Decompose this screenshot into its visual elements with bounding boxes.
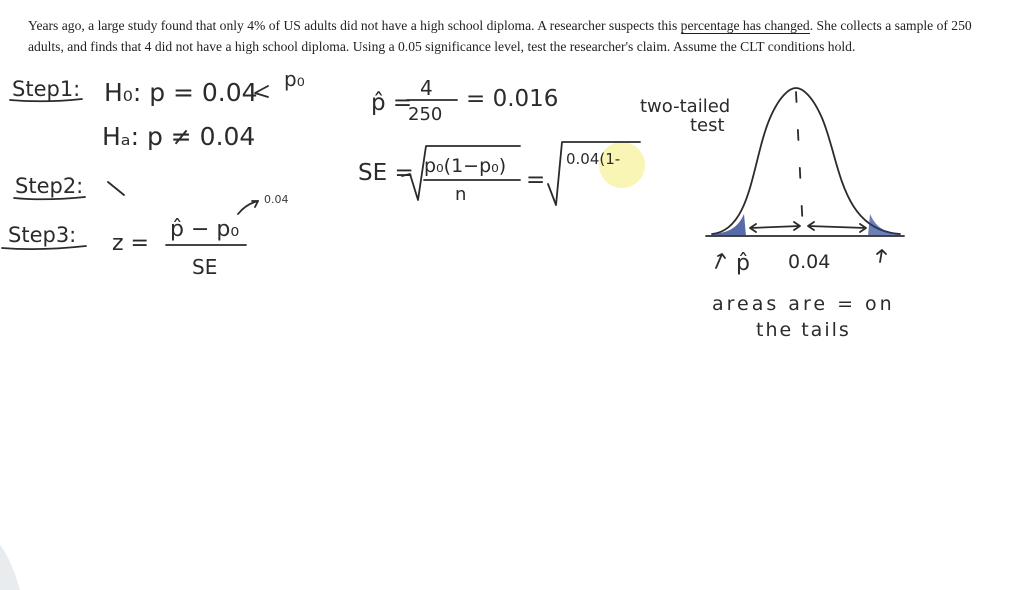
note-line-2: the tails (756, 319, 851, 341)
phat-lhs: p̂ = (371, 90, 413, 116)
test-label: test (690, 115, 725, 136)
z-denominator: SE (192, 255, 218, 279)
corner-shape (0, 545, 20, 590)
step3-label: Step3: (8, 223, 77, 247)
z-numerator: p̂ − p₀ (170, 217, 240, 242)
p0-annotation: p₀ (284, 67, 305, 91)
phat-denominator: 250 (408, 104, 443, 125)
curve-phat-label: p̂ (736, 251, 750, 276)
two-tailed-label: two-tailed (640, 96, 731, 117)
center-dashed-line (796, 92, 803, 232)
note-line-1: areas are = on (712, 293, 895, 315)
z-formula-lhs: z = (112, 231, 149, 256)
problem-underlined-phrase: percentage has changed (680, 18, 810, 33)
z-note-value: 0.04 (264, 193, 289, 206)
step1-label: Step1: (12, 77, 81, 101)
step2-mark (108, 182, 124, 195)
problem-text-part2: . She collects a sample of 250 adults, and finds that 4 did not have a high school diploma. Using a 0.05 significance level, test the researcher's claim. Assume the CLT conditions hold. (28, 18, 972, 54)
null-hypothesis: H₀: p = 0.04 (104, 78, 258, 107)
z-note-arrowhead (252, 201, 258, 207)
right-distance-arrow (808, 222, 866, 232)
se-partial-expression: 0.04(1- (566, 150, 621, 168)
se-lhs: SE = (358, 160, 414, 186)
normal-curve (712, 88, 900, 234)
left-distance-arrow (750, 222, 800, 232)
problem-text-part1: Years ago, a large study found that only 4% of US adults did not have a high school diploma. A researcher suspects this (28, 18, 681, 33)
se-denominator: n (455, 184, 467, 205)
curve-center-label: 0.04 (788, 251, 831, 273)
step2-label: Step2: (15, 174, 84, 198)
alternative-hypothesis: Hₐ: p ≠ 0.04 (102, 122, 256, 151)
se-numerator: p₀(1−p₀) (424, 155, 507, 177)
phat-up-arrow (716, 254, 725, 268)
phat-numerator: 4 (420, 76, 433, 100)
se-equals: = (526, 167, 546, 193)
right-up-arrow (877, 250, 886, 262)
phat-value: = 0.016 (466, 86, 559, 112)
